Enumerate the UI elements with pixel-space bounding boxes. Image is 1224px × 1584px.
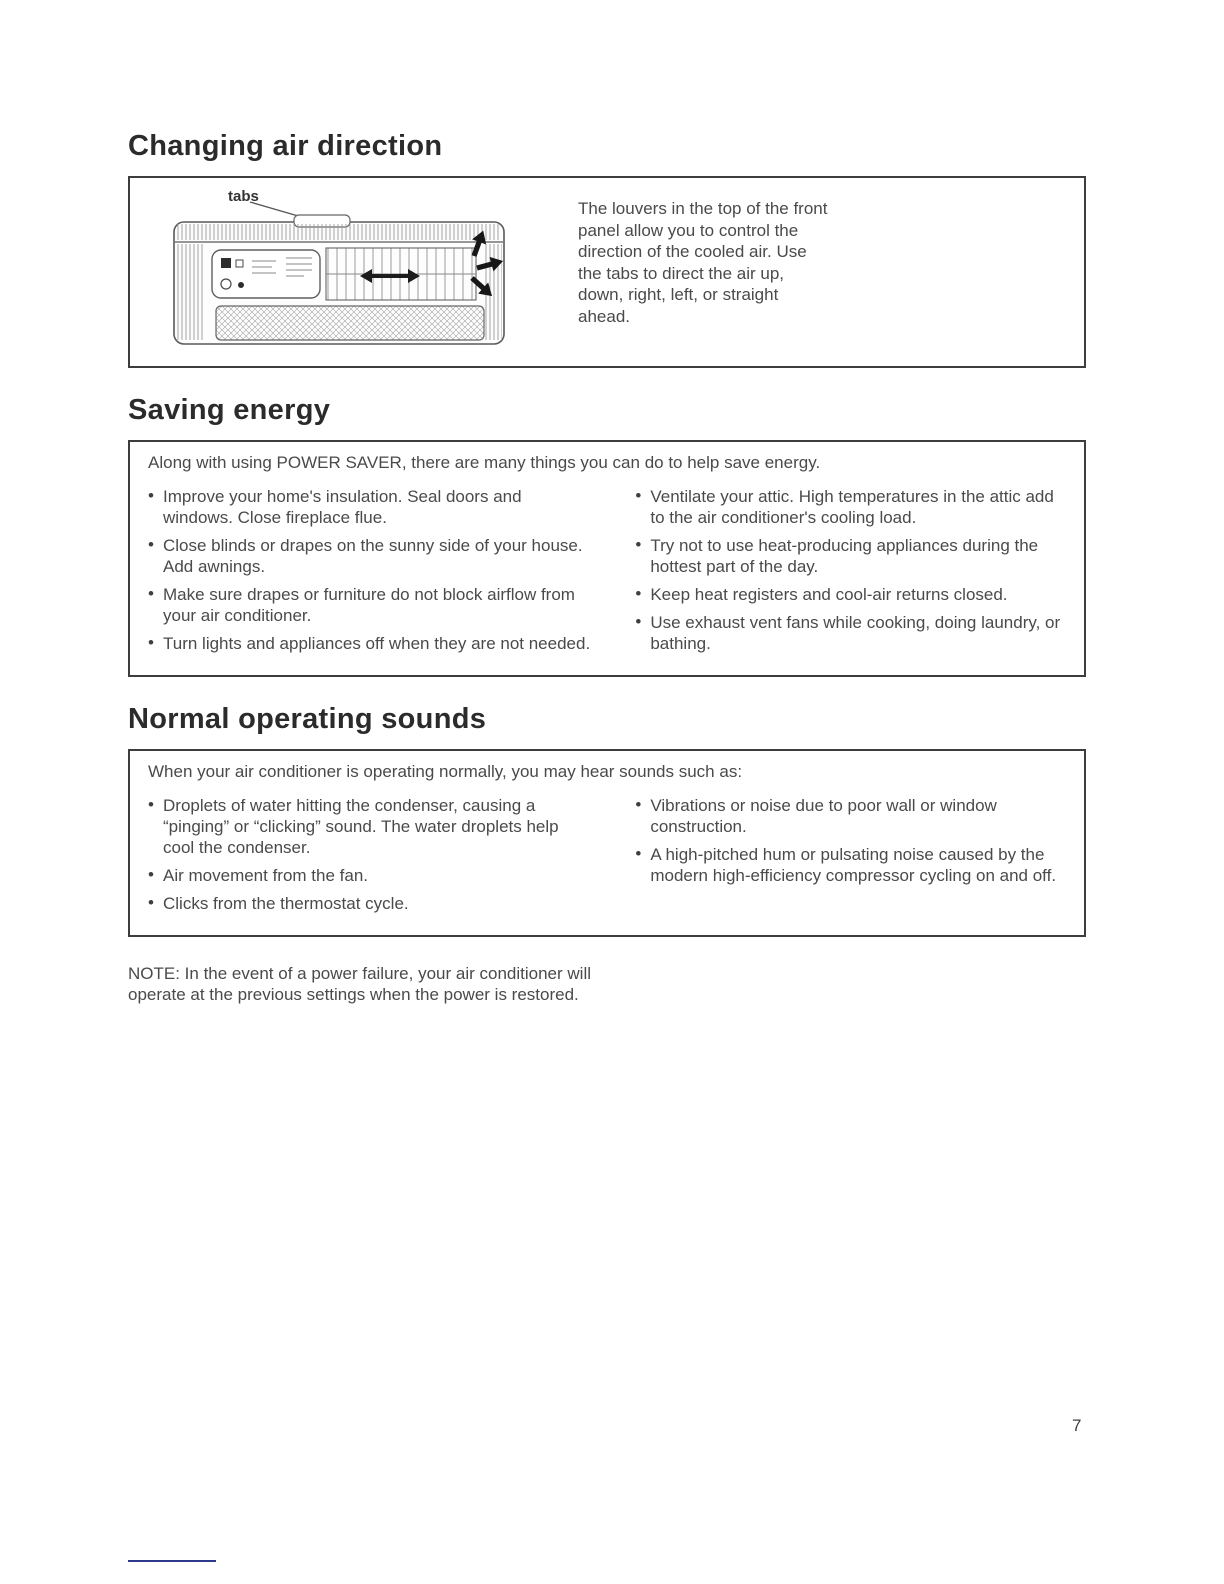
air-conditioner-illustration (144, 198, 554, 353)
figure-label-tabs: tabs (228, 188, 259, 205)
bullet-item: • Turn lights and appliances off when they are not needed. (148, 633, 593, 654)
saving-energy-columns (148, 486, 1066, 661)
power-failure-note: NOTE: In the event of a power failure, your air conditioner will operate at the previous settings when the power is restored. (128, 964, 591, 1004)
page-number: 7 (1072, 1416, 1082, 1435)
bullet-item: • Vibrations or noise due to poor wall or window construction. (635, 795, 1066, 837)
operating-sounds-right-list (635, 795, 1066, 921)
bullet-item: • Air movement from the fan. (148, 865, 593, 886)
bullet-item: • Clicks from the thermostat cycle. (148, 893, 593, 914)
air-direction-description: The louvers in the top of the front panel allow you to control the direction of the cooled air. Use the tabs to direct the air up, down, right, left, or straight ahead. (578, 199, 828, 326)
saving-energy-right-list (635, 486, 1066, 661)
operating-sounds-left-list (148, 795, 593, 921)
footer-mark (128, 1560, 216, 1562)
operating-sounds-columns (148, 795, 1066, 921)
section-title-normal-operating-sounds: Normal operating sounds (128, 703, 487, 735)
bullet-item: • Close blinds or drapes on the sunny side of your house. Add awnings. (148, 535, 593, 577)
saving-energy-left-list (148, 486, 593, 661)
saving-energy-box (128, 440, 1086, 677)
operating-sounds-intro: When your air conditioner is operating normally, you may hear sounds such as: (148, 762, 743, 781)
section-title-changing-air-direction: Changing air direction (128, 130, 443, 162)
saving-energy-intro: Along with using POWER SAVER, there are many things you can do to help save energy. (148, 453, 821, 472)
bullet-item: • Droplets of water hitting the condenser, causing a “pinging” or “clicking” sound. The water droplets help cool the condenser. (148, 795, 593, 858)
bullet-item: • Use exhaust vent fans while cooking, doing laundry, or bathing. (635, 612, 1066, 654)
bullet-item: • Improve your home's insulation. Seal doors and windows. Close fireplace flue. (148, 486, 593, 528)
bullet-item: • Keep heat registers and cool-air returns closed. (635, 584, 1066, 605)
bullet-item: • Make sure drapes or furniture do not block airflow from your air conditioner. (148, 584, 593, 626)
section-title-saving-energy: Saving energy (128, 394, 331, 426)
operating-sounds-box (128, 749, 1086, 937)
page-content (128, 130, 1086, 1005)
bullet-item: • Ventilate your attic. High temperatures in the attic add to the air conditioner's cooling load. (635, 486, 1066, 528)
air-direction-box (128, 176, 1086, 368)
bullet-item: • A high-pitched hum or pulsating noise caused by the modern high-efficiency compressor cycling on and off. (635, 844, 1066, 886)
air-conditioner-figure (144, 186, 564, 354)
bullet-item: • Try not to use heat-producing appliances during the hottest part of the day. (635, 535, 1066, 577)
